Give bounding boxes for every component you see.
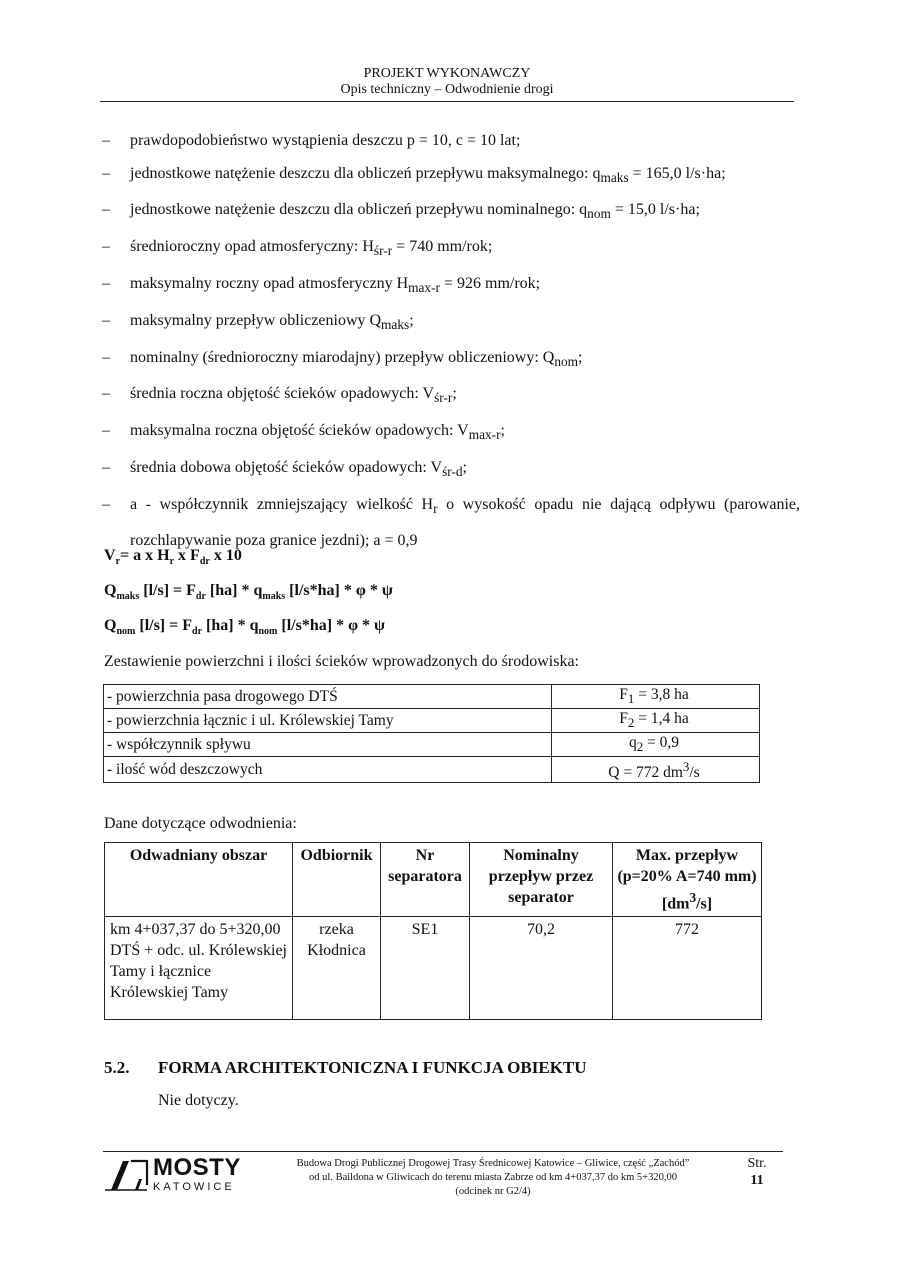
table-row <box>104 757 760 783</box>
table-cell: 772 <box>613 917 762 1020</box>
drainage-title: Dane dotyczące odwodnienia: <box>104 815 297 832</box>
table-cell: - powierzchnia łącznic i ul. Królewskiej Tamy <box>104 709 552 733</box>
section-body: Nie dotyczy. <box>158 1092 239 1109</box>
column-header: Odwadniany obszar <box>105 843 293 917</box>
list-item: – jednostkowe natężenie deszczu dla obliczeń przepływu nominalnego: $q_{nom} = 15,0$ l/s·ha; <box>100 194 800 231</box>
table-cell: rzeka Kłodnica <box>293 917 381 1020</box>
formula-nominal-flow: $Q_{nom}$ $[l/s] = F_{dr}$ $[ha] * q_{nom}$ [l/s*ha] * φ * ψ <box>104 617 386 638</box>
table-row <box>104 733 760 757</box>
table-row <box>104 685 760 709</box>
summary-title: Zestawienie powierzchni i ilości ścieków wprowadzonych do środowiska: <box>104 653 579 670</box>
list-item: – średnia roczna objętość ścieków opadowych: $V_{śr-r}$; <box>100 378 800 415</box>
table-cell: $F_2 = 1,4$ ha <box>552 709 760 733</box>
column-header: Max. przepływ (p=20% A=740 mm) $[dm^3/s]$ <box>613 843 762 917</box>
parameter-list <box>100 125 800 557</box>
formula-max-flow: $Q_{maks}$ $[l/s] = F_{dr}$ $[ha] * q_{maks}$ [l/s*ha] * φ * ψ <box>104 582 393 603</box>
list-item: – maksymalny roczny opad atmosferyczny $H_{max-r} = 926$ mm/rok; <box>100 268 800 305</box>
table-cell: $F_1 = 3,8$ ha <box>552 685 760 709</box>
table-cell: - ilość wód deszczowych <box>104 757 552 783</box>
section-heading <box>104 1058 587 1078</box>
section-title: FORMA ARCHITEKTONICZNA I FUNKCJA OBIEKTU <box>158 1058 587 1077</box>
table-cell: - powierzchnia pasa drogowego DTŚ <box>104 685 552 709</box>
footer-rule <box>103 1151 783 1152</box>
header-rule <box>100 101 794 102</box>
list-item: – a - współczynnik zmniejszający wielkość $H_r$ o wysokość opadu nie dającą odpływu (parowanie, rozchlapywanie poza granice jezdni); a = 0,9 <box>100 489 800 557</box>
table-cell: Q = 772 $dm^3/s$ <box>552 757 760 783</box>
table-cell: 70,2 <box>470 917 613 1020</box>
formula-volume: $V_r= a$ x $H_r$ x $F_{dr}$ x 10 <box>104 547 242 568</box>
page-number: 11 <box>750 1173 764 1188</box>
footer-line: (odcinek nr G2/4) <box>455 1186 531 1197</box>
list-item: – nominalny (średnioroczny miarodajny) przepływ obliczeniowy: $Q_{nom}$; <box>100 342 800 379</box>
table-cell: - współczynnik spływu <box>104 733 552 757</box>
formulas <box>104 541 393 647</box>
table-cell: $q_2 = 0,9$ <box>552 733 760 757</box>
document-subtitle: Opis techniczny – Odwodnienie drogi <box>340 82 554 97</box>
summary-table <box>103 684 760 783</box>
footer-project-info <box>258 1157 728 1199</box>
logo-text: MOSTY <box>153 1154 241 1181</box>
list-item: – prawdopodobieństwo wystąpienia deszczu p = 10, c = 10 lat; <box>100 125 800 158</box>
list-item: – średnia dobowa objętość ścieków opadowych: $V_{śr-d}$; <box>100 452 800 489</box>
document-title: PROJEKT WYKONAWCZY <box>363 66 531 81</box>
list-item: – maksymalny przepływ obliczeniowy $Q_{maks}$; <box>100 305 800 342</box>
table-row <box>104 709 760 733</box>
list-item: – maksymalna roczna objętość ścieków opadowych: $V_{max-r}$; <box>100 415 800 452</box>
logo-subtext: KATOWICE <box>153 1181 235 1193</box>
footer-line: Budowa Drogi Publicznej Drogowej Trasy Średnicowej Katowice – Gliwice, część „Zachód” <box>296 1158 690 1169</box>
section-number: 5.2. <box>104 1058 130 1077</box>
footer-line: od ul. Baildona w Gliwicach do terenu miasta Zabrze od km 4+037,37 do km 5+320,00 <box>309 1172 677 1183</box>
page-header <box>100 66 794 98</box>
column-header: Odbiornik <box>293 843 381 917</box>
table-cell: km 4+037,37 do 5+320,00 DTŚ + odc. ul. Królewskiej Tamy i łącznice Królewskiej Tamy <box>105 917 293 1020</box>
drainage-table <box>104 842 762 1020</box>
list-item: – jednostkowe natężenie deszczu dla obliczeń przepływu maksymalnego: $q_{maks} = 165,0$ l/s·ha; <box>100 158 800 195</box>
column-header: Nominalny przepływ przez separator <box>470 843 613 917</box>
table-cell: SE1 <box>381 917 470 1020</box>
list-item: – średnioroczny opad atmosferyczny: $H_{śr-r} = 740$ mm/rok; <box>100 231 800 268</box>
column-header: Nr separatora <box>381 843 470 917</box>
table-header-row <box>105 843 762 917</box>
page-label: Str. <box>747 1156 767 1171</box>
page-number-box <box>744 1155 770 1189</box>
table-row <box>105 917 762 1020</box>
